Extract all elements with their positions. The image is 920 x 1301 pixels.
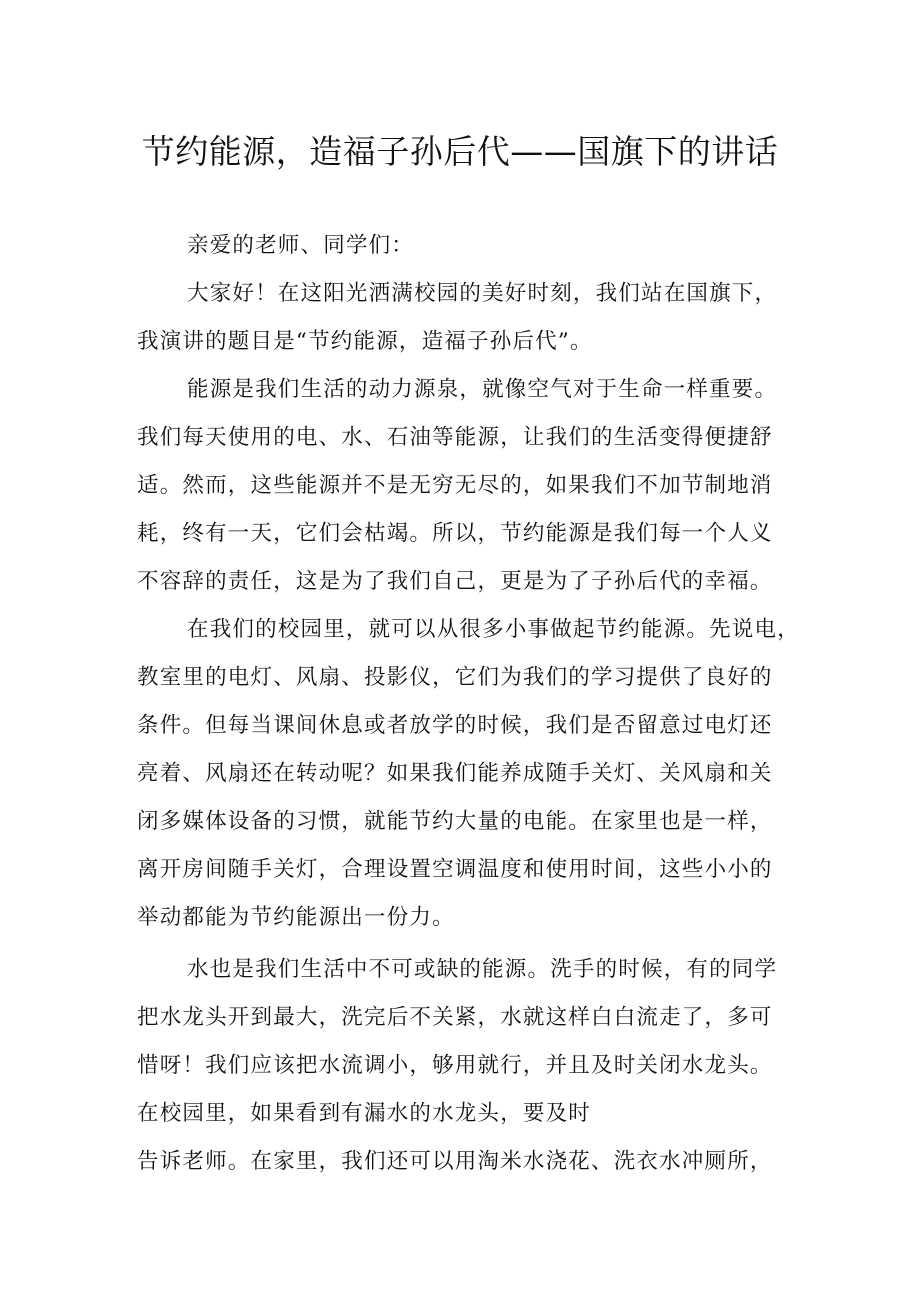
paragraph-3-line-4: 亮着、风扇还在转动呢？如果我们能养成随手关灯、关风扇和关: [137, 761, 773, 786]
paragraph-4-line-4: 在校园里，如果看到有漏水的水龙头，要及时: [137, 1101, 592, 1126]
paragraph-4-line-5: 告诉老师。在家里，我们还可以用淘米水浇花、洗衣水冲厕所，: [137, 1149, 773, 1174]
paragraph-4-line-3: 惜呀！我们应该把水流调小，够用就行，并且及时关闭水龙头。: [137, 1053, 773, 1078]
paragraph-3-line-6: 离开房间随手关灯，合理设置空调温度和使用时间，这些小小的: [137, 857, 773, 882]
paragraph-1-line-1: 大家好！在这阳光洒满校园的美好时刻，我们站在国旗下，: [187, 281, 778, 306]
speech-body: [137, 222, 800, 1186]
paragraph-3-line-1: 在我们的校园里，就可以从很多小事做起节约能源。先说电，: [187, 617, 800, 642]
paragraph-4-line-1: 水也是我们生活中不可或缺的能源。洗手的时候，有的同学: [187, 957, 778, 982]
paragraph-3-line-2: 教室里的电灯、风扇、投影仪，它们为我们的学习提供了良好的: [137, 665, 773, 690]
paragraph-2-line-5: 不容辞的责任，这是为了我们自己，更是为了子孙后代的幸福。: [137, 569, 773, 594]
paragraph-1-line-2: 我演讲的题目是“节约能源，造福子孙后代”。: [137, 329, 593, 354]
paragraph-3-line-5: 闭多媒体设备的习惯，就能节约大量的电能。在家里也是一样，: [137, 809, 773, 834]
paragraph-3-line-3: 条件。但每当课间休息或者放学的时候，我们是否留意过电灯还: [137, 713, 773, 738]
paragraph-4-line-2: 把水龙头开到最大，洗完后不关紧，水就这样白白流走了，多可: [137, 1005, 773, 1030]
paragraph-2-line-1: 能源是我们生活的动力源泉，就像空气对于生命一样重要。: [187, 377, 778, 402]
paragraph-2-line-3: 适。然而，这些能源并不是无穷无尽的，如果我们不加节制地消: [137, 473, 773, 498]
paragraph-3-line-7: 举动都能为节约能源出一份力。: [137, 905, 455, 930]
greeting-line: 亲爱的老师、同学们：: [187, 233, 415, 258]
paragraph-2-line-2: 我们每天使用的电、水、石油等能源，让我们的生活变得便捷舒: [137, 425, 773, 450]
paragraph-2-line-4: 耗，终有一天，它们会枯竭。所以，节约能源是我们每一个人义: [137, 521, 773, 546]
document-title: 节约能源，造福子孙后代——国旗下的讲话: [141, 132, 779, 171]
